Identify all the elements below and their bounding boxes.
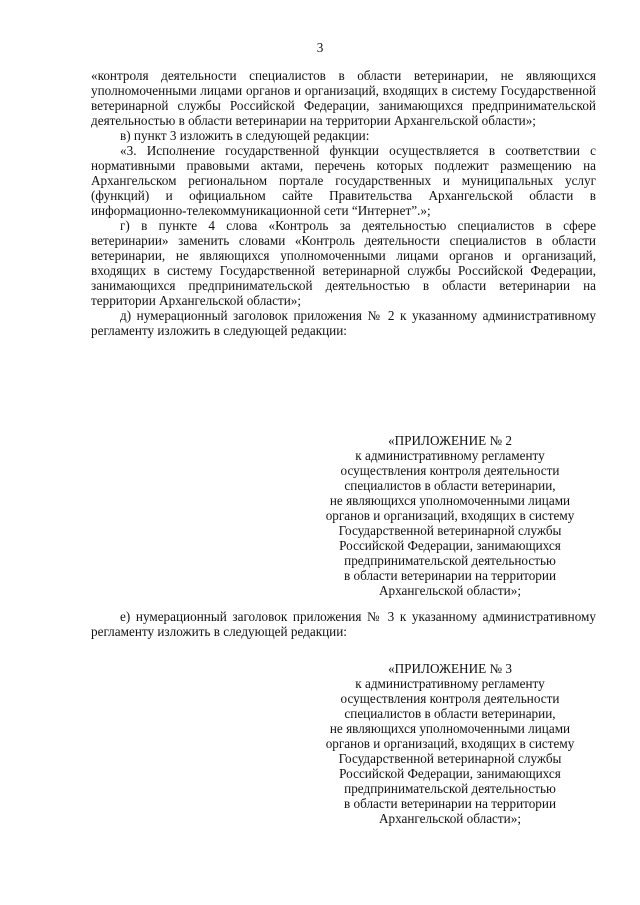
appendix-2-line: осуществления контроля деятельности xyxy=(340,463,560,478)
appendix-3-line: осуществления контроля деятельности xyxy=(340,691,560,706)
page-number: 3 xyxy=(316,40,324,55)
appendix-3-line: Российской Федерации, занимающихся xyxy=(339,766,561,781)
body-block-1 xyxy=(91,68,596,338)
appendix-2-line: предпринимательской деятельностью xyxy=(344,553,556,568)
paragraph-item-g: г) в пункте 4 слова «Контроль за деятельностью специалистов в сфере ветеринарии» заменить словами «Контроль деятельности специалистов в области ветеринарии, не являющихся уполномоченными лицами органов и организаций, входящих в систему Государственной ветеринарной службы Российской Федерации, занимающихся предпринимательской деятельностью в области ветеринарии на территории Архангельской области»; xyxy=(91,218,596,308)
appendix-2-line: Архангельской области»; xyxy=(378,583,521,598)
appendix-2-line: специалистов в области ветеринарии, xyxy=(344,478,556,493)
body-block-2 xyxy=(91,609,596,639)
appendix-3-heading xyxy=(300,661,600,826)
appendix-2-line: Российской Федерации, занимающихся xyxy=(339,538,561,553)
appendix-3-line: предпринимательской деятельностью xyxy=(344,781,556,796)
appendix-3-line: «ПРИЛОЖЕНИЕ № 3 xyxy=(388,661,512,676)
appendix-3-line: Государственной ветеринарной службы xyxy=(338,751,562,766)
appendix-3-line: специалистов в области ветеринарии, xyxy=(344,706,556,721)
paragraph-continuation: «контроля деятельности специалистов в области ветеринарии, не являющихся уполномоченными лицами органов и организаций, входящих в систему Государственной ветеринарной службы Российской Федерации, занимающихся предпринимательской деятельностью в области ветеринарии на территории Архангельской области»; xyxy=(91,68,596,128)
appendix-3-line: в области ветеринарии на территории xyxy=(343,796,557,811)
paragraph-item-e: е) нумерационный заголовок приложения № 3 к указанному административному регламенту изложить в следующей редакции: xyxy=(91,609,596,639)
appendix-2-line: в области ветеринарии на территории xyxy=(343,568,557,583)
appendix-2-line: к административному регламенту xyxy=(355,448,545,463)
appendix-2-heading xyxy=(300,433,600,598)
appendix-2-line: не являющихся уполномоченными лицами xyxy=(329,493,571,508)
appendix-3-line: органов и организаций, входящих в систему xyxy=(325,736,575,751)
appendix-3-line: не являющихся уполномоченными лицами xyxy=(329,721,571,736)
appendix-3-line: к административному регламенту xyxy=(355,676,545,691)
paragraph-item-v: в) пункт 3 изложить в следующей редакции: xyxy=(120,128,370,143)
appendix-2-line: «ПРИЛОЖЕНИЕ № 2 xyxy=(388,433,512,448)
paragraph-item-d: д) нумерационный заголовок приложения № 2 к указанному административному регламенту изложить в следующей редакции: xyxy=(91,308,596,338)
appendix-3-line: Архангельской области»; xyxy=(378,811,521,826)
paragraph-item-3-text: «3. Исполнение государственной функции осуществляется в соответствии с нормативными правовыми актами, перечень которых подлежит размещению на Архангельском региональном портале государственных и муниципальных услуг (функций) и официальном сайте Правительства Архангельской области в информационно-телекоммуникационной сети “Интернет”.»; xyxy=(91,143,596,218)
appendix-2-line: органов и организаций, входящих в систему xyxy=(325,508,575,523)
appendix-2-line: Государственной ветеринарной службы xyxy=(338,523,562,538)
